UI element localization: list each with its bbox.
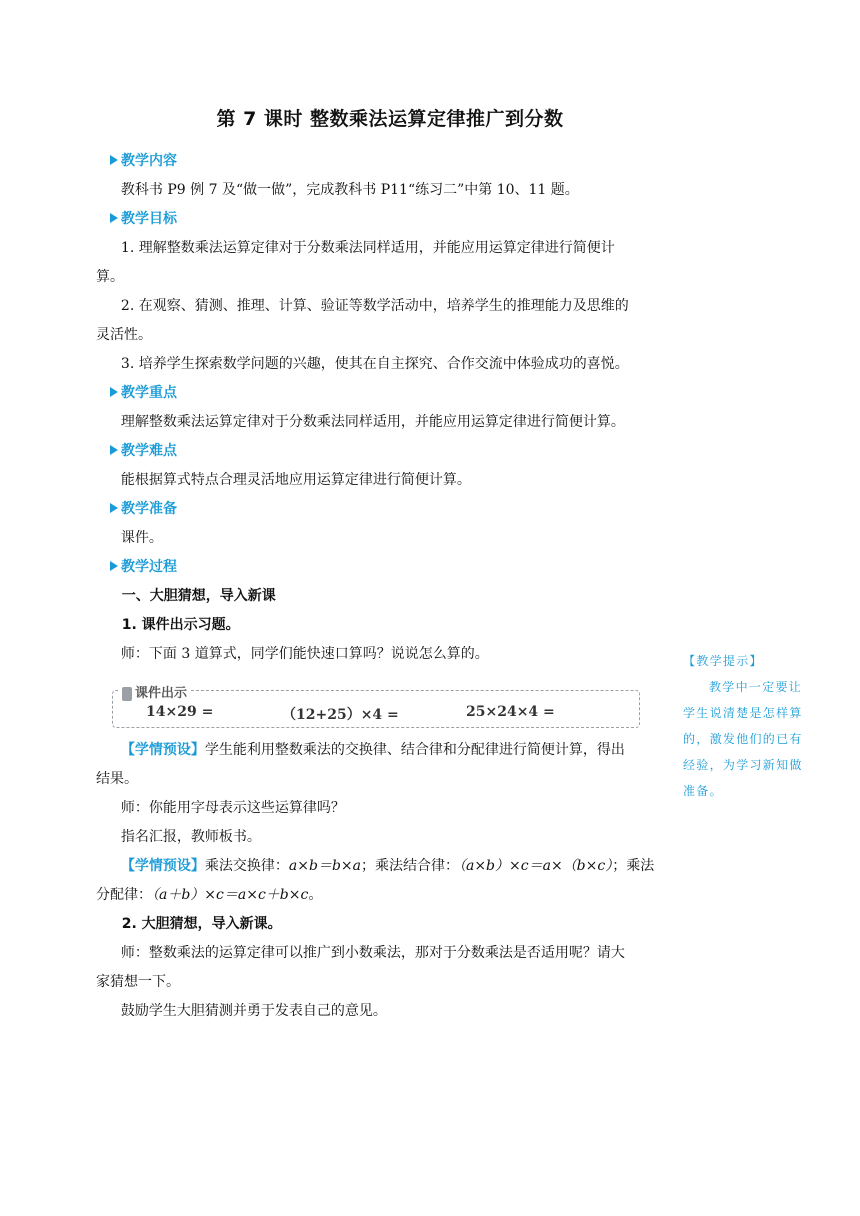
teacher-line-2: 师：你能用字母表示这些运算律吗？ <box>120 800 345 816</box>
triangle-icon <box>110 155 118 165</box>
formula-commutative: a×b＝b×a <box>288 858 361 874</box>
goal-2-line-1: 2. 在观察、猜测、推理、计算、验证等数学活动中，培养学生的推理能力及思维的 <box>120 298 629 314</box>
teaching-tip-body: 教学中一定要让学生说清楚是怎样算的，激发他们的已有经验，为学习新知做准备。 <box>683 680 803 798</box>
preset-1-line-2: 结果。 <box>96 771 138 787</box>
expression-2: （12+25）×4 = <box>282 707 399 723</box>
triangle-icon <box>110 213 118 223</box>
formula-distributive: （a＋b）×c＝a×c＋b×c <box>152 887 309 903</box>
courseware-box <box>112 684 642 728</box>
main-content-lower <box>96 736 660 1026</box>
page-title: 第 7 课时 整数乘法运算定律推广到分数 <box>216 108 564 130</box>
triangle-icon <box>110 503 118 513</box>
preset-1-line-1: 【学情预设】学生能利用整数乘法的交换律、结合律和分配律进行简便计算，得出 <box>120 742 625 758</box>
preset-2-line-2: 分配律：（a＋b）×c＝a×c＋b×c。 <box>96 887 323 903</box>
goal-3: 3. 培养学生探索数学问题的兴趣，使其在自主探究、合作交流中体验成功的喜悦。 <box>120 356 629 372</box>
main-content <box>96 147 660 669</box>
preset-tag: 【学情预设】 <box>120 742 205 758</box>
formula-associative: （a×b）×c＝a×（b×c） <box>458 858 613 874</box>
difficulty-text: 能根据算式特点合理灵活地应用运算定律进行简便计算。 <box>120 472 471 488</box>
section-heading-prep: 教学准备 <box>110 495 660 524</box>
section-heading-difficulty: 教学难点 <box>110 437 660 466</box>
teaching-tip <box>683 648 811 804</box>
teacher-line-1: 师：下面 3 道算式，同学们能快速口算吗？说说怎么算的。 <box>120 646 489 662</box>
content-text: 教科书 P9 例 7 及“做一做”，完成教科书 P11“练习二”中第 10、11 题。 <box>120 182 579 198</box>
expression-3: 25×24×4 = <box>466 704 555 720</box>
triangle-icon <box>110 561 118 571</box>
courseware-label: 课件出示 <box>118 682 191 701</box>
goal-1-line-2: 算。 <box>96 269 124 285</box>
expression-1: 14×29 = <box>146 704 214 720</box>
section-heading-goals: 教学目标 <box>110 205 660 234</box>
triangle-icon <box>110 445 118 455</box>
preset-tag: 【学情预设】 <box>120 858 205 874</box>
step-1-heading: 一、大胆猜想，导入新课 <box>121 588 276 604</box>
key-text: 理解整数乘法运算定律对于分数乘法同样适用，并能应用运算定律进行简便计算。 <box>120 414 625 430</box>
encourage-line: 鼓励学生大胆猜测并勇于发表自己的意见。 <box>120 1003 387 1019</box>
section-heading-key: 教学重点 <box>110 379 660 408</box>
step-1-1-heading: 1. 课件出示习题。 <box>121 617 240 633</box>
tab-marker-icon <box>122 687 132 701</box>
triangle-icon <box>110 387 118 397</box>
prep-text: 课件。 <box>120 530 163 546</box>
section-heading-content: 教学内容 <box>110 147 660 176</box>
teacher-line-3-cont: 家猜想一下。 <box>96 974 180 990</box>
section-heading-process: 教学过程 <box>110 553 660 582</box>
step-1-2-heading: 2. 大胆猜想，导入新课。 <box>121 916 282 932</box>
teaching-tip-heading: 【教学提示】 <box>683 654 763 668</box>
goal-1-line-1: 1. 理解整数乘法运算定律对于分数乘法同样适用，并能应用运算定律进行简便计 <box>120 240 615 256</box>
goal-2-line-2: 灵活性。 <box>96 327 152 343</box>
report-line: 指名汇报，教师板书。 <box>120 829 261 845</box>
teacher-line-3: 师：整数乘法的运算定律可以推广到小数乘法，那对于分数乘法是否适用呢？请大 <box>120 945 625 961</box>
preset-2-line-1: 【学情预设】乘法交换律：a×b＝b×a；乘法结合律：（a×b）×c＝a×（b×c）；乘法 <box>120 858 655 874</box>
